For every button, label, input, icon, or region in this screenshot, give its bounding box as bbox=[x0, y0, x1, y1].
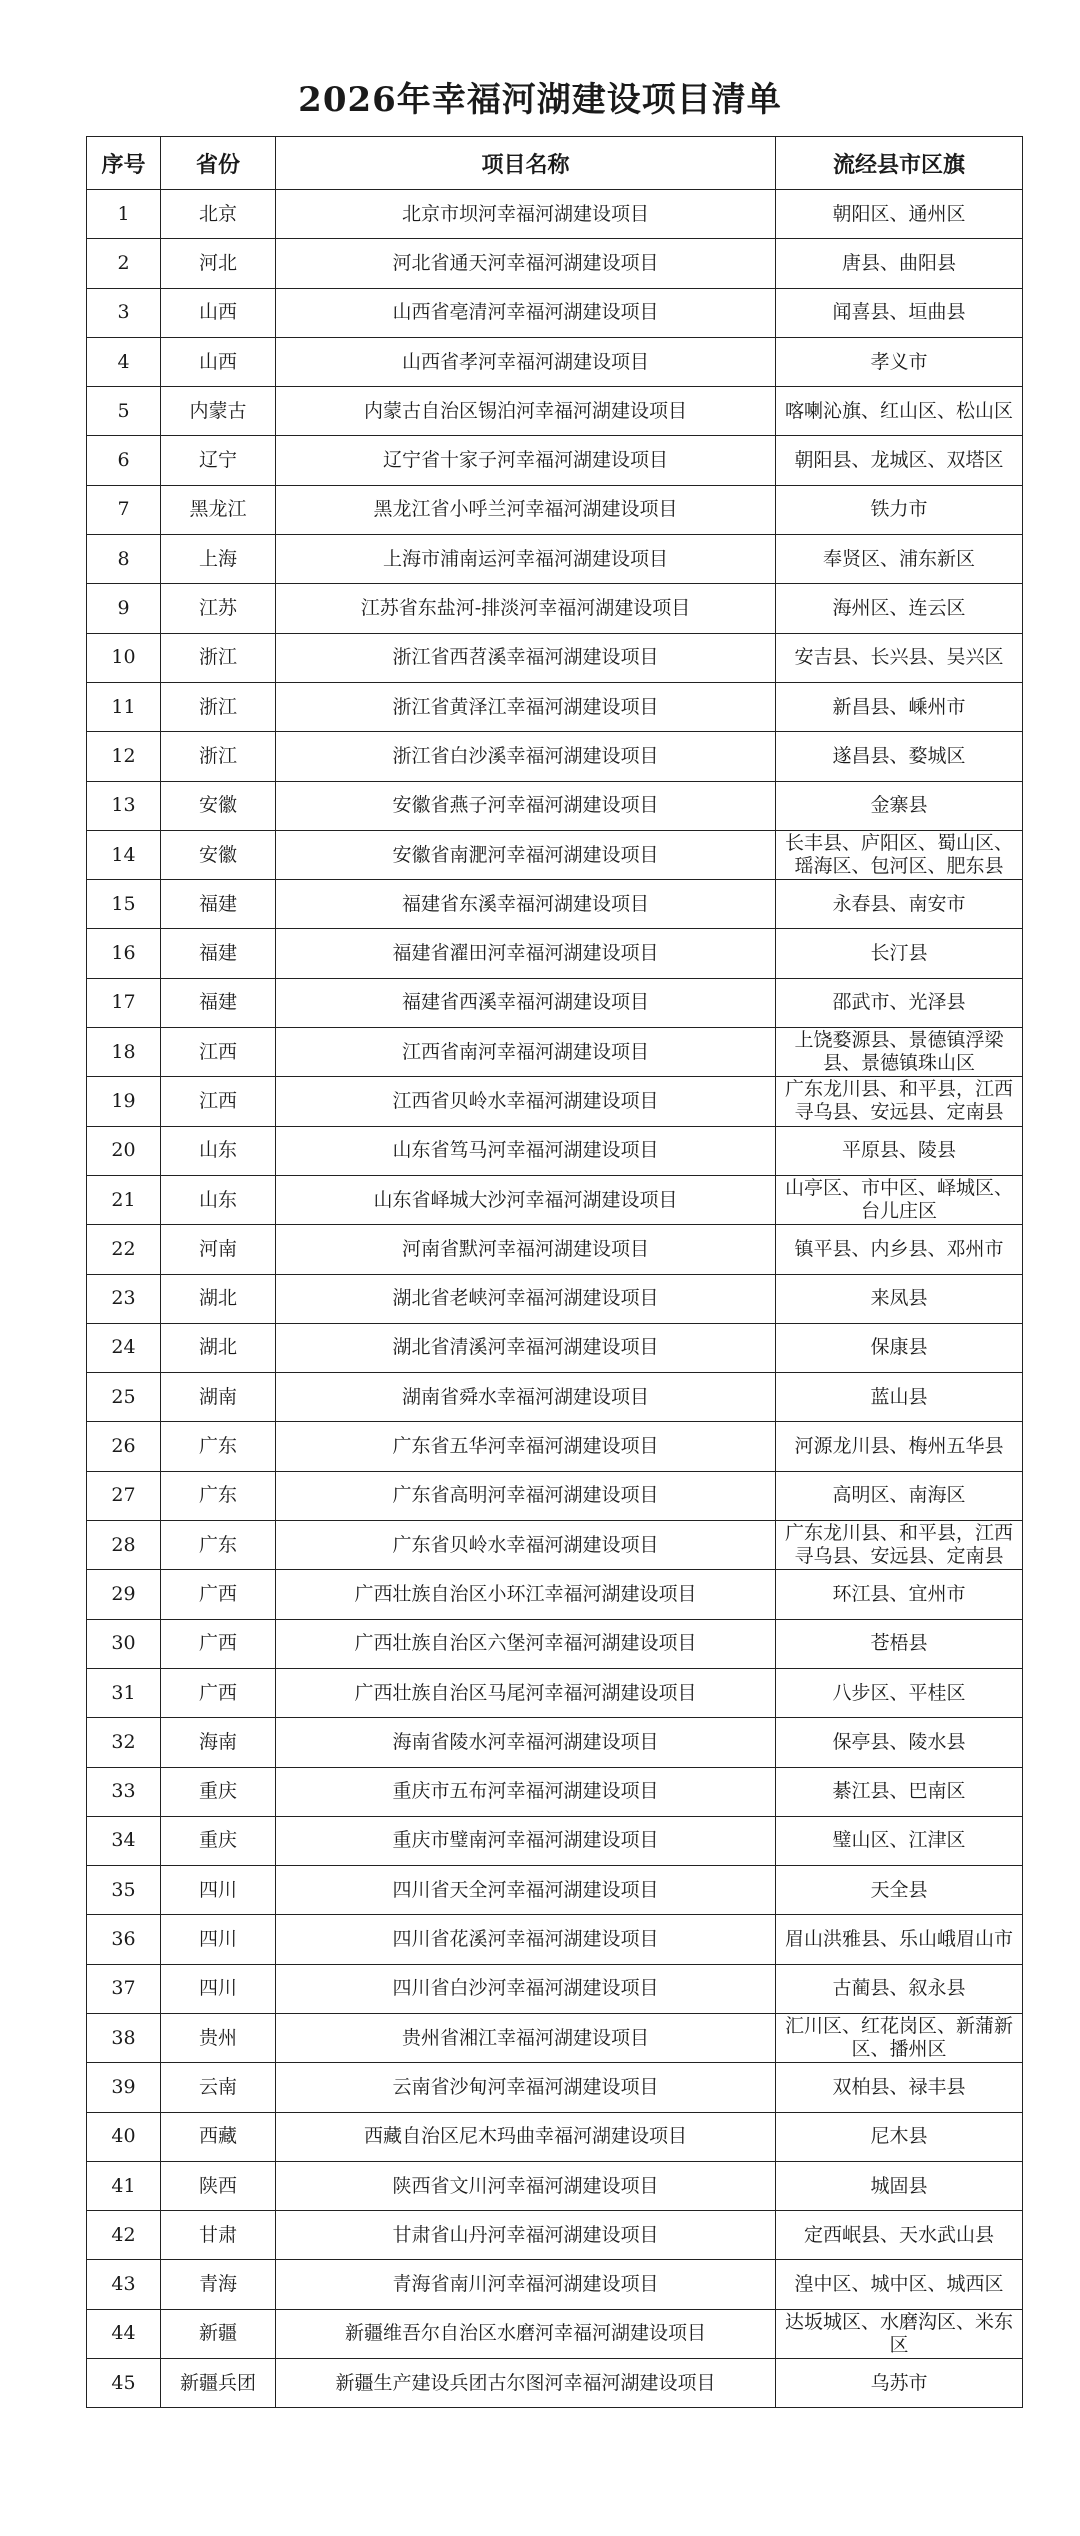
table-row bbox=[87, 880, 1023, 929]
table-row bbox=[87, 1323, 1023, 1372]
cell-index: 23 bbox=[87, 1274, 161, 1323]
cell-counties: 天全县 bbox=[776, 1866, 1023, 1915]
cell-project-name: 山东省峄城大沙河幸福河湖建设项目 bbox=[276, 1175, 776, 1224]
table-row bbox=[87, 239, 1023, 288]
table-body bbox=[87, 190, 1023, 2408]
cell-project-name: 浙江省白沙溪幸福河湖建设项目 bbox=[276, 732, 776, 781]
cell-index: 37 bbox=[87, 1964, 161, 2013]
cell-index: 41 bbox=[87, 2161, 161, 2210]
cell-index: 44 bbox=[87, 2309, 161, 2358]
cell-project-name: 四川省天全河幸福河湖建设项目 bbox=[276, 1866, 776, 1915]
cell-index: 30 bbox=[87, 1619, 161, 1668]
cell-project-name: 广西壮族自治区小环江幸福河湖建设项目 bbox=[276, 1570, 776, 1619]
cell-province: 广东 bbox=[161, 1521, 276, 1570]
table-row bbox=[87, 535, 1023, 584]
cell-province: 江苏 bbox=[161, 584, 276, 633]
cell-province: 内蒙古 bbox=[161, 387, 276, 436]
table-row bbox=[87, 1077, 1023, 1126]
cell-project-name: 广东省高明河幸福河湖建设项目 bbox=[276, 1471, 776, 1520]
cell-index: 3 bbox=[87, 288, 161, 337]
cell-project-name: 云南省沙甸河幸福河湖建设项目 bbox=[276, 2063, 776, 2112]
cell-project-name: 西藏自治区尼木玛曲幸福河湖建设项目 bbox=[276, 2112, 776, 2161]
cell-index: 31 bbox=[87, 1668, 161, 1717]
cell-index: 14 bbox=[87, 830, 161, 879]
cell-index: 22 bbox=[87, 1225, 161, 1274]
cell-counties: 环江县、宜州市 bbox=[776, 1570, 1023, 1619]
cell-project-name: 新疆维吾尔自治区水磨河幸福河湖建设项目 bbox=[276, 2309, 776, 2358]
header-index: 序号 bbox=[87, 137, 161, 190]
cell-counties: 安吉县、长兴县、吴兴区 bbox=[776, 633, 1023, 682]
cell-project-name: 福建省东溪幸福河湖建设项目 bbox=[276, 880, 776, 929]
cell-index: 21 bbox=[87, 1175, 161, 1224]
cell-province: 海南 bbox=[161, 1718, 276, 1767]
cell-province: 重庆 bbox=[161, 1816, 276, 1865]
cell-counties: 湟中区、城中区、城西区 bbox=[776, 2260, 1023, 2309]
table-row bbox=[87, 1767, 1023, 1816]
cell-counties: 八步区、平桂区 bbox=[776, 1668, 1023, 1717]
cell-counties: 长丰县、庐阳区、蜀山区、瑶海区、包河区、肥东县 bbox=[776, 830, 1023, 879]
cell-counties: 眉山洪雅县、乐山峨眉山市 bbox=[776, 1915, 1023, 1964]
table-row bbox=[87, 2112, 1023, 2161]
cell-province: 陕西 bbox=[161, 2161, 276, 2210]
cell-province: 甘肃 bbox=[161, 2211, 276, 2260]
cell-province: 福建 bbox=[161, 880, 276, 929]
cell-province: 河南 bbox=[161, 1225, 276, 1274]
cell-index: 10 bbox=[87, 633, 161, 682]
cell-counties: 金寨县 bbox=[776, 781, 1023, 830]
cell-index: 25 bbox=[87, 1373, 161, 1422]
cell-counties: 保康县 bbox=[776, 1323, 1023, 1372]
table-row bbox=[87, 337, 1023, 386]
cell-counties: 山亭区、市中区、峄城区、台儿庄区 bbox=[776, 1175, 1023, 1224]
cell-project-name: 福建省西溪幸福河湖建设项目 bbox=[276, 978, 776, 1027]
cell-counties: 喀喇沁旗、红山区、松山区 bbox=[776, 387, 1023, 436]
table-row bbox=[87, 1225, 1023, 1274]
table-row bbox=[87, 1521, 1023, 1570]
cell-province: 青海 bbox=[161, 2260, 276, 2309]
cell-counties: 高明区、南海区 bbox=[776, 1471, 1023, 1520]
cell-index: 34 bbox=[87, 1816, 161, 1865]
table-row bbox=[87, 1866, 1023, 1915]
cell-counties: 广东龙川县、和平县，江西寻乌县、安远县、定南县 bbox=[776, 1077, 1023, 1126]
table-row bbox=[87, 2260, 1023, 2309]
cell-province: 黑龙江 bbox=[161, 485, 276, 534]
cell-province: 江西 bbox=[161, 1077, 276, 1126]
cell-province: 江西 bbox=[161, 1028, 276, 1077]
cell-province: 广西 bbox=[161, 1668, 276, 1717]
table-row bbox=[87, 2013, 1023, 2062]
table-row bbox=[87, 584, 1023, 633]
cell-counties: 乌苏市 bbox=[776, 2359, 1023, 2408]
cell-index: 7 bbox=[87, 485, 161, 534]
cell-project-name: 河南省默河幸福河湖建设项目 bbox=[276, 1225, 776, 1274]
cell-counties: 尼木县 bbox=[776, 2112, 1023, 2161]
cell-index: 8 bbox=[87, 535, 161, 584]
table-row bbox=[87, 929, 1023, 978]
table-row bbox=[87, 1471, 1023, 1520]
table-row bbox=[87, 1422, 1023, 1471]
document-title: 2026年幸福河湖建设项目清单 bbox=[298, 80, 782, 120]
cell-index: 33 bbox=[87, 1767, 161, 1816]
cell-counties: 邵武市、光泽县 bbox=[776, 978, 1023, 1027]
cell-index: 20 bbox=[87, 1126, 161, 1175]
table-row bbox=[87, 1964, 1023, 2013]
cell-index: 16 bbox=[87, 929, 161, 978]
cell-project-name: 黑龙江省小呼兰河幸福河湖建设项目 bbox=[276, 485, 776, 534]
cell-index: 18 bbox=[87, 1028, 161, 1077]
cell-project-name: 陕西省文川河幸福河湖建设项目 bbox=[276, 2161, 776, 2210]
table-row bbox=[87, 978, 1023, 1027]
cell-counties: 平原县、陵县 bbox=[776, 1126, 1023, 1175]
cell-index: 5 bbox=[87, 387, 161, 436]
cell-index: 40 bbox=[87, 2112, 161, 2161]
table-row bbox=[87, 2211, 1023, 2260]
table-row bbox=[87, 633, 1023, 682]
cell-province: 广东 bbox=[161, 1471, 276, 1520]
cell-index: 13 bbox=[87, 781, 161, 830]
cell-province: 四川 bbox=[161, 1866, 276, 1915]
table-row bbox=[87, 1126, 1023, 1175]
table-row bbox=[87, 830, 1023, 879]
table-row bbox=[87, 2063, 1023, 2112]
table-row bbox=[87, 387, 1023, 436]
cell-index: 45 bbox=[87, 2359, 161, 2408]
table-row bbox=[87, 1175, 1023, 1224]
cell-project-name: 河北省通天河幸福河湖建设项目 bbox=[276, 239, 776, 288]
cell-province: 北京 bbox=[161, 190, 276, 239]
cell-province: 重庆 bbox=[161, 1767, 276, 1816]
cell-province: 新疆兵团 bbox=[161, 2359, 276, 2408]
cell-province: 福建 bbox=[161, 978, 276, 1027]
cell-project-name: 广东省五华河幸福河湖建设项目 bbox=[276, 1422, 776, 1471]
table-row bbox=[87, 436, 1023, 485]
cell-index: 6 bbox=[87, 436, 161, 485]
cell-index: 4 bbox=[87, 337, 161, 386]
cell-project-name: 广西壮族自治区六堡河幸福河湖建设项目 bbox=[276, 1619, 776, 1668]
cell-counties: 朝阳县、龙城区、双塔区 bbox=[776, 436, 1023, 485]
table-row bbox=[87, 288, 1023, 337]
cell-counties: 唐县、曲阳县 bbox=[776, 239, 1023, 288]
cell-province: 辽宁 bbox=[161, 436, 276, 485]
table-row bbox=[87, 190, 1023, 239]
cell-province: 贵州 bbox=[161, 2013, 276, 2062]
cell-project-name: 四川省花溪河幸福河湖建设项目 bbox=[276, 1915, 776, 1964]
cell-index: 35 bbox=[87, 1866, 161, 1915]
cell-project-name: 湖南省舜水幸福河湖建设项目 bbox=[276, 1373, 776, 1422]
cell-counties: 古蔺县、叙永县 bbox=[776, 1964, 1023, 2013]
cell-project-name: 江西省贝岭水幸福河湖建设项目 bbox=[276, 1077, 776, 1126]
cell-province: 广东 bbox=[161, 1422, 276, 1471]
cell-project-name: 江西省南河幸福河湖建设项目 bbox=[276, 1028, 776, 1077]
cell-project-name: 新疆生产建设兵团古尔图河幸福河湖建设项目 bbox=[276, 2359, 776, 2408]
cell-index: 19 bbox=[87, 1077, 161, 1126]
cell-project-name: 青海省南川河幸福河湖建设项目 bbox=[276, 2260, 776, 2309]
cell-project-name: 辽宁省十家子河幸福河湖建设项目 bbox=[276, 436, 776, 485]
cell-index: 15 bbox=[87, 880, 161, 929]
cell-project-name: 山西省孝河幸福河湖建设项目 bbox=[276, 337, 776, 386]
cell-index: 9 bbox=[87, 584, 161, 633]
cell-project-name: 江苏省东盐河-排淡河幸福河湖建设项目 bbox=[276, 584, 776, 633]
cell-index: 29 bbox=[87, 1570, 161, 1619]
header-project-name: 项目名称 bbox=[276, 137, 776, 190]
table-row bbox=[87, 732, 1023, 781]
table-row bbox=[87, 2161, 1023, 2210]
cell-counties: 双柏县、禄丰县 bbox=[776, 2063, 1023, 2112]
cell-index: 2 bbox=[87, 239, 161, 288]
cell-project-name: 甘肃省山丹河幸福河湖建设项目 bbox=[276, 2211, 776, 2260]
cell-index: 39 bbox=[87, 2063, 161, 2112]
cell-counties: 永春县、南安市 bbox=[776, 880, 1023, 929]
table-row bbox=[87, 1274, 1023, 1323]
cell-project-name: 湖北省清溪河幸福河湖建设项目 bbox=[276, 1323, 776, 1372]
table-row bbox=[87, 1668, 1023, 1717]
cell-province: 安徽 bbox=[161, 830, 276, 879]
cell-index: 36 bbox=[87, 1915, 161, 1964]
table-row bbox=[87, 1718, 1023, 1767]
cell-counties: 奉贤区、浦东新区 bbox=[776, 535, 1023, 584]
table-row bbox=[87, 1028, 1023, 1077]
cell-index: 27 bbox=[87, 1471, 161, 1520]
cell-province: 广西 bbox=[161, 1570, 276, 1619]
cell-counties: 广东龙川县、和平县，江西寻乌县、安远县、定南县 bbox=[776, 1521, 1023, 1570]
cell-counties: 闻喜县、垣曲县 bbox=[776, 288, 1023, 337]
cell-project-name: 福建省濯田河幸福河湖建设项目 bbox=[276, 929, 776, 978]
cell-project-name: 浙江省黄泽江幸福河湖建设项目 bbox=[276, 682, 776, 731]
cell-index: 42 bbox=[87, 2211, 161, 2260]
cell-counties: 长汀县 bbox=[776, 929, 1023, 978]
cell-project-name: 北京市坝河幸福河湖建设项目 bbox=[276, 190, 776, 239]
cell-index: 26 bbox=[87, 1422, 161, 1471]
cell-project-name: 重庆市璧南河幸福河湖建设项目 bbox=[276, 1816, 776, 1865]
cell-province: 四川 bbox=[161, 1964, 276, 2013]
cell-project-name: 安徽省燕子河幸福河湖建设项目 bbox=[276, 781, 776, 830]
cell-province: 浙江 bbox=[161, 633, 276, 682]
cell-index: 1 bbox=[87, 190, 161, 239]
cell-counties: 璧山区、江津区 bbox=[776, 1816, 1023, 1865]
cell-project-name: 海南省陵水河幸福河湖建设项目 bbox=[276, 1718, 776, 1767]
cell-province: 四川 bbox=[161, 1915, 276, 1964]
cell-counties: 蓝山县 bbox=[776, 1373, 1023, 1422]
cell-index: 24 bbox=[87, 1323, 161, 1372]
cell-province: 湖北 bbox=[161, 1274, 276, 1323]
cell-project-name: 内蒙古自治区锡泊河幸福河湖建设项目 bbox=[276, 387, 776, 436]
cell-province: 广西 bbox=[161, 1619, 276, 1668]
project-table bbox=[86, 136, 1023, 2408]
cell-counties: 保亭县、陵水县 bbox=[776, 1718, 1023, 1767]
table-row bbox=[87, 1619, 1023, 1668]
cell-province: 西藏 bbox=[161, 2112, 276, 2161]
cell-counties: 城固县 bbox=[776, 2161, 1023, 2210]
cell-project-name: 重庆市五布河幸福河湖建设项目 bbox=[276, 1767, 776, 1816]
cell-counties: 上饶婺源县、景德镇浮梁县、景德镇珠山区 bbox=[776, 1028, 1023, 1077]
table-row bbox=[87, 781, 1023, 830]
cell-province: 山东 bbox=[161, 1126, 276, 1175]
cell-index: 38 bbox=[87, 2013, 161, 2062]
cell-index: 17 bbox=[87, 978, 161, 1027]
cell-project-name: 湖北省老峡河幸福河湖建设项目 bbox=[276, 1274, 776, 1323]
cell-counties: 新昌县、嵊州市 bbox=[776, 682, 1023, 731]
cell-province: 云南 bbox=[161, 2063, 276, 2112]
cell-project-name: 广西壮族自治区马尾河幸福河湖建设项目 bbox=[276, 1668, 776, 1717]
cell-counties: 镇平县、内乡县、邓州市 bbox=[776, 1225, 1023, 1274]
cell-province: 新疆 bbox=[161, 2309, 276, 2358]
cell-province: 湖北 bbox=[161, 1323, 276, 1372]
cell-project-name: 广东省贝岭水幸福河湖建设项目 bbox=[276, 1521, 776, 1570]
cell-province: 山西 bbox=[161, 288, 276, 337]
table-row bbox=[87, 1816, 1023, 1865]
cell-index: 28 bbox=[87, 1521, 161, 1570]
cell-province: 山西 bbox=[161, 337, 276, 386]
cell-province: 湖南 bbox=[161, 1373, 276, 1422]
cell-province: 河北 bbox=[161, 239, 276, 288]
cell-province: 上海 bbox=[161, 535, 276, 584]
cell-province: 浙江 bbox=[161, 682, 276, 731]
cell-counties: 朝阳区、通州区 bbox=[776, 190, 1023, 239]
cell-project-name: 浙江省西苕溪幸福河湖建设项目 bbox=[276, 633, 776, 682]
table-row bbox=[87, 682, 1023, 731]
cell-counties: 定西岷县、天水武山县 bbox=[776, 2211, 1023, 2260]
cell-counties: 孝义市 bbox=[776, 337, 1023, 386]
cell-province: 浙江 bbox=[161, 732, 276, 781]
cell-counties: 綦江县、巴南区 bbox=[776, 1767, 1023, 1816]
table-row bbox=[87, 2359, 1023, 2408]
cell-counties: 河源龙川县、梅州五华县 bbox=[776, 1422, 1023, 1471]
table-row bbox=[87, 1570, 1023, 1619]
cell-counties: 来凤县 bbox=[776, 1274, 1023, 1323]
cell-counties: 海州区、连云区 bbox=[776, 584, 1023, 633]
cell-project-name: 山东省笃马河幸福河湖建设项目 bbox=[276, 1126, 776, 1175]
cell-project-name: 上海市浦南运河幸福河湖建设项目 bbox=[276, 535, 776, 584]
cell-project-name: 贵州省湘江幸福河湖建设项目 bbox=[276, 2013, 776, 2062]
cell-counties: 汇川区、红花岗区、新蒲新区、播州区 bbox=[776, 2013, 1023, 2062]
cell-counties: 达坂城区、水磨沟区、米东区 bbox=[776, 2309, 1023, 2358]
cell-province: 山东 bbox=[161, 1175, 276, 1224]
cell-counties: 遂昌县、婺城区 bbox=[776, 732, 1023, 781]
table-row bbox=[87, 1373, 1023, 1422]
cell-counties: 苍梧县 bbox=[776, 1619, 1023, 1668]
cell-index: 43 bbox=[87, 2260, 161, 2309]
cell-index: 32 bbox=[87, 1718, 161, 1767]
table-row bbox=[87, 2309, 1023, 2358]
cell-project-name: 安徽省南淝河幸福河湖建设项目 bbox=[276, 830, 776, 879]
table-row bbox=[87, 1915, 1023, 1964]
table-row bbox=[87, 485, 1023, 534]
cell-index: 12 bbox=[87, 732, 161, 781]
cell-counties: 铁力市 bbox=[776, 485, 1023, 534]
cell-province: 福建 bbox=[161, 929, 276, 978]
cell-project-name: 四川省白沙河幸福河湖建设项目 bbox=[276, 1964, 776, 2013]
cell-province: 安徽 bbox=[161, 781, 276, 830]
header-counties: 流经县市区旗 bbox=[776, 137, 1023, 190]
cell-index: 11 bbox=[87, 682, 161, 731]
cell-project-name: 山西省亳清河幸福河湖建设项目 bbox=[276, 288, 776, 337]
header-province: 省份 bbox=[161, 137, 276, 190]
table-header-row bbox=[87, 137, 1023, 190]
